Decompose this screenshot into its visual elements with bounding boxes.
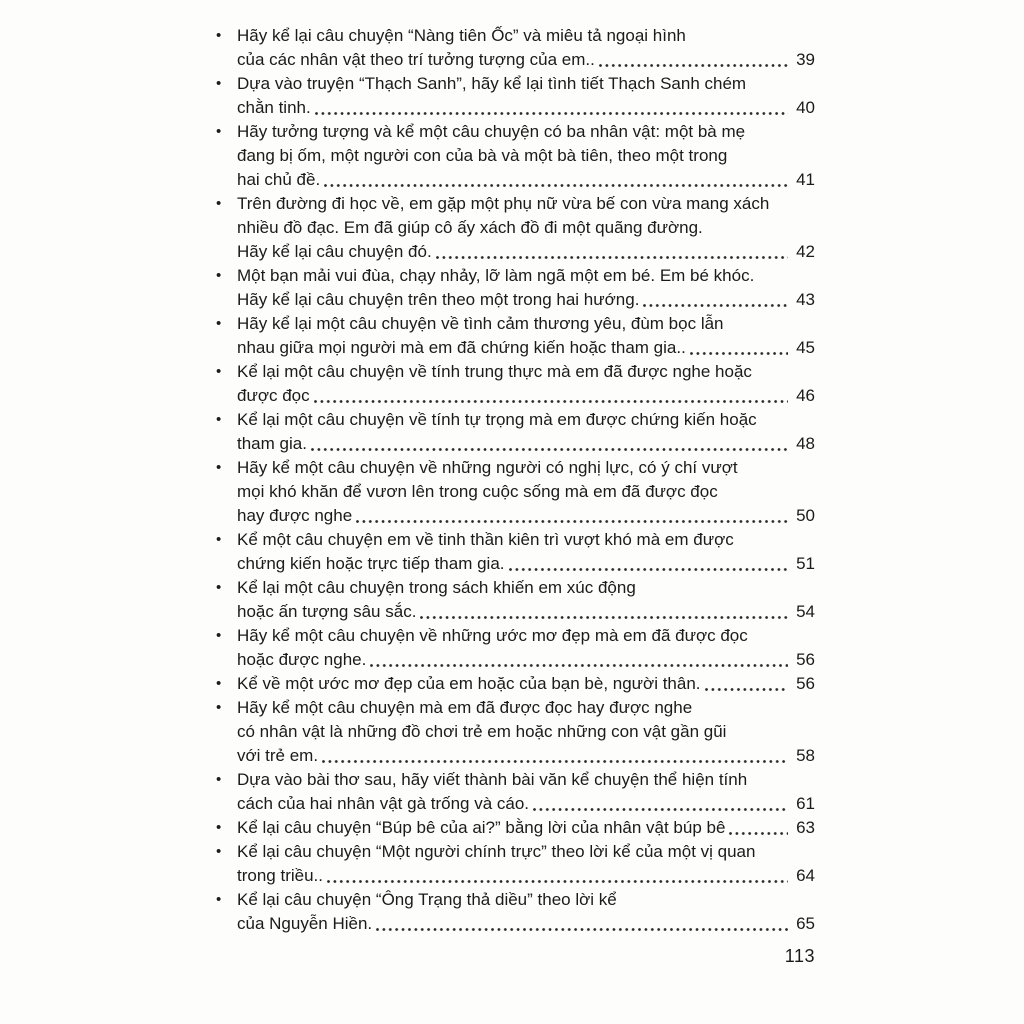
bullet-icon: • — [216, 363, 222, 380]
toc-entry-body — [237, 408, 815, 456]
toc-list — [214, 24, 815, 936]
toc-entry-line: Dựa vào bài thơ sau, hãy viết thành bài văn kể chuyện thể hiện tính — [237, 770, 748, 789]
toc-entry-line: Hãy kể một câu chuyện mà em đã được đọc hay được nghe — [237, 698, 693, 717]
toc-entry — [214, 72, 815, 120]
bullet-icon: • — [216, 315, 222, 332]
toc-entry-line: Một bạn mải vui đùa, chạy nhảy, lỡ làm ngã một em bé. Em bé khóc. — [237, 266, 755, 285]
toc-entry — [214, 408, 815, 456]
toc-page-ref: 50 — [796, 506, 815, 525]
toc-entry-line — [237, 288, 815, 312]
toc-entry — [214, 816, 815, 840]
toc-entry-line: Hãy tưởng tượng và kể một câu chuyện có ba nhân vật: một bà mẹ — [237, 122, 746, 141]
dot-leader — [529, 792, 791, 816]
dot-leader — [310, 384, 791, 408]
toc-entry-line — [237, 48, 815, 72]
toc-entry-line — [237, 336, 815, 360]
toc-entry-line — [237, 96, 815, 120]
toc-entry-line: Hãy kể lại một câu chuyện về tình cảm thương yêu, đùm bọc lẫn — [237, 314, 724, 333]
toc-entry-line — [237, 240, 815, 264]
toc-entry — [214, 120, 815, 192]
toc-page-ref: 46 — [796, 386, 815, 405]
toc-entry-text: cách của hai nhân vật gà trống và cáo. — [237, 794, 530, 813]
toc-entry — [214, 360, 815, 408]
toc-entry-body — [237, 312, 815, 360]
toc-entry-line — [237, 744, 815, 768]
toc-entry-text: với trẻ em. — [237, 746, 319, 765]
toc-entry-body — [237, 840, 815, 888]
toc-entry-line — [237, 168, 815, 192]
toc-page-ref: 51 — [796, 554, 815, 573]
toc-entry — [214, 576, 815, 624]
dot-leader — [307, 432, 791, 456]
dot-leader — [323, 864, 791, 888]
toc-page-ref: 58 — [796, 746, 815, 765]
toc-entry-line: Kể lại một câu chuyện trong sách khiến em xúc động — [237, 578, 636, 597]
toc-entry-text: nhau giữa mọi người mà em đã chứng kiến hoặc tham gia.. — [237, 338, 686, 357]
toc-entry-body — [237, 888, 815, 936]
dot-leader — [318, 744, 791, 768]
bullet-icon: • — [216, 891, 222, 908]
dot-leader — [320, 168, 791, 192]
bullet-icon: • — [216, 627, 222, 644]
dot-leader — [725, 816, 791, 840]
dot-leader — [432, 240, 791, 264]
toc-entry — [214, 192, 815, 264]
toc-page-ref: 61 — [796, 794, 815, 813]
bullet-icon: • — [216, 579, 222, 596]
toc-entry-line: Kể lại một câu chuyện về tính tự trọng mà em được chứng kiến hoặc — [237, 410, 757, 429]
toc-entry-line: Kể lại câu chuyện “Ông Trạng thả diều” theo lời kể — [237, 890, 617, 909]
dot-leader — [372, 912, 791, 936]
toc-entry — [214, 24, 815, 72]
toc-entry-line — [237, 552, 815, 576]
toc-entry — [214, 672, 815, 696]
toc-entry-body — [237, 528, 815, 576]
toc-entry-body — [237, 816, 815, 840]
toc-entry-line — [237, 816, 815, 840]
toc-entry-line: Hãy kể một câu chuyện về những ước mơ đẹp mà em đã được đọc — [237, 626, 748, 645]
toc-page-ref: 48 — [796, 434, 815, 453]
toc-entry — [214, 528, 815, 576]
toc-entry-body — [237, 456, 815, 528]
toc-entry-text: hoặc được nghe. — [237, 650, 367, 669]
toc-entry-line: Trên đường đi học về, em gặp một phụ nữ vừa bế con vừa mang xách — [237, 194, 770, 213]
toc-entry-text: trong triều.. — [237, 866, 323, 885]
toc-entry-body — [237, 576, 815, 624]
bullet-icon: • — [216, 771, 222, 788]
toc-entry-body — [237, 696, 815, 768]
toc-entry-text: hay được nghe — [237, 506, 353, 525]
toc-entry-line: Dựa vào truyện “Thạch Sanh”, hãy kể lại tình tiết Thạch Sanh chém — [237, 74, 747, 93]
toc-entry — [214, 696, 815, 768]
toc-entry-line — [237, 432, 815, 456]
toc-page-ref: 63 — [796, 818, 815, 837]
toc-entry-text: hai chủ đề. — [237, 170, 321, 189]
toc-entry-text: hoặc ấn tượng sâu sắc. — [237, 602, 417, 621]
toc-page-ref: 64 — [796, 866, 815, 885]
bullet-icon: • — [216, 267, 222, 284]
toc-entry-text: của Nguyễn Hiền. — [237, 914, 373, 933]
bullet-icon: • — [216, 675, 222, 692]
toc-entry-line — [237, 672, 815, 696]
toc-page-ref: 56 — [796, 674, 815, 693]
toc-entry-text: chứng kiến hoặc trực tiếp tham gia. — [237, 554, 505, 573]
toc-entry-text: của các nhân vật theo trí tưởng tượng của em.. — [237, 50, 595, 69]
toc-page-ref: 54 — [796, 602, 815, 621]
toc-entry-body — [237, 672, 815, 696]
toc-entry-body — [237, 24, 815, 72]
toc-page-ref: 42 — [796, 242, 815, 261]
toc-entry-line: Hãy kể lại câu chuyện “Nàng tiên Ốc” và miêu tả ngoại hình — [237, 26, 686, 45]
toc-entry-line — [237, 504, 815, 528]
toc-entry-line: Hãy kể một câu chuyện về những người có nghị lực, có ý chí vượt — [237, 458, 738, 477]
toc-entry-line — [237, 864, 815, 888]
bullet-icon: • — [216, 819, 222, 836]
bullet-icon: • — [216, 75, 222, 92]
toc-entry-line: có nhân vật là những đồ chơi trẻ em hoặc những con vật gần gũi — [237, 722, 727, 741]
toc-entry-text: Kể về một ước mơ đẹp của em hoặc của bạn bè, người thân. — [237, 674, 701, 693]
dot-leader — [595, 48, 791, 72]
bullet-icon: • — [216, 531, 222, 548]
dot-leader — [639, 288, 791, 312]
toc-entry-body — [237, 624, 815, 672]
toc-entry-text: Kể lại câu chuyện “Búp bê của ai?” bằng lời của nhân vật búp bê — [237, 818, 726, 837]
toc-page-ref: 40 — [796, 98, 815, 117]
dot-leader — [311, 96, 791, 120]
toc-entry-body — [237, 72, 815, 120]
page-number-footer: 113 — [784, 946, 815, 966]
toc-entry-text: Hãy kể lại câu chuyện trên theo một trong hai hướng. — [237, 290, 640, 309]
toc-entry-line — [237, 912, 815, 936]
toc-entry-text: được đọc — [237, 386, 310, 405]
toc-page-ref: 39 — [796, 50, 815, 69]
bullet-icon: • — [216, 195, 222, 212]
dot-leader — [701, 672, 791, 696]
toc-entry-line — [237, 384, 815, 408]
toc-entry — [214, 840, 815, 888]
toc-entry-text: Hãy kể lại câu chuyện đó. — [237, 242, 432, 261]
toc-entry-text: tham gia. — [237, 434, 307, 453]
toc-entry — [214, 264, 815, 312]
toc-page-ref: 43 — [796, 290, 815, 309]
toc-entry — [214, 888, 815, 936]
dot-leader — [686, 336, 791, 360]
toc-page-ref: 65 — [796, 914, 815, 933]
toc-entry-body — [237, 192, 815, 264]
bullet-icon: • — [216, 699, 222, 716]
toc-entry-line — [237, 792, 815, 816]
toc-page-ref: 56 — [796, 650, 815, 669]
bullet-icon: • — [216, 27, 222, 44]
toc-entry — [214, 456, 815, 528]
dot-leader — [352, 504, 791, 528]
toc-entry-text: chằn tinh. — [237, 98, 311, 117]
bullet-icon: • — [216, 411, 222, 428]
bullet-icon: • — [216, 843, 222, 860]
bullet-icon: • — [216, 123, 222, 140]
toc-entry-body — [237, 360, 815, 408]
toc-entry-line: Kể lại câu chuyện “Một người chính trực” theo lời kể của một vị quan — [237, 842, 756, 861]
toc-entry-body — [237, 120, 815, 192]
bullet-icon: • — [216, 459, 222, 476]
toc-entry-line: mọi khó khăn để vươn lên trong cuộc sống mà em đã được đọc — [237, 482, 718, 501]
toc-entry-body — [237, 768, 815, 816]
toc-entry — [214, 624, 815, 672]
dot-leader — [505, 552, 791, 576]
toc-entry-line: Kể một câu chuyện em về tinh thần kiên trì vượt khó mà em được — [237, 530, 734, 549]
dot-leader — [366, 648, 791, 672]
toc-entry-line: nhiều đồ đạc. Em đã giúp cô ấy xách đồ đi một quãng đường. — [237, 218, 703, 237]
toc-entry-line — [237, 600, 815, 624]
toc-page-ref: 45 — [796, 338, 815, 357]
toc-page-ref: 41 — [796, 170, 815, 189]
toc-entry-line: Kể lại một câu chuyện về tính trung thực mà em đã được nghe hoặc — [237, 362, 752, 381]
toc-entry-body — [237, 264, 815, 312]
toc-entry-line — [237, 648, 815, 672]
toc-entry — [214, 312, 815, 360]
toc-entry — [214, 768, 815, 816]
toc-entry-line: đang bị ốm, một người con của bà và một bà tiên, theo một trong — [237, 146, 728, 165]
dot-leader — [416, 600, 791, 624]
